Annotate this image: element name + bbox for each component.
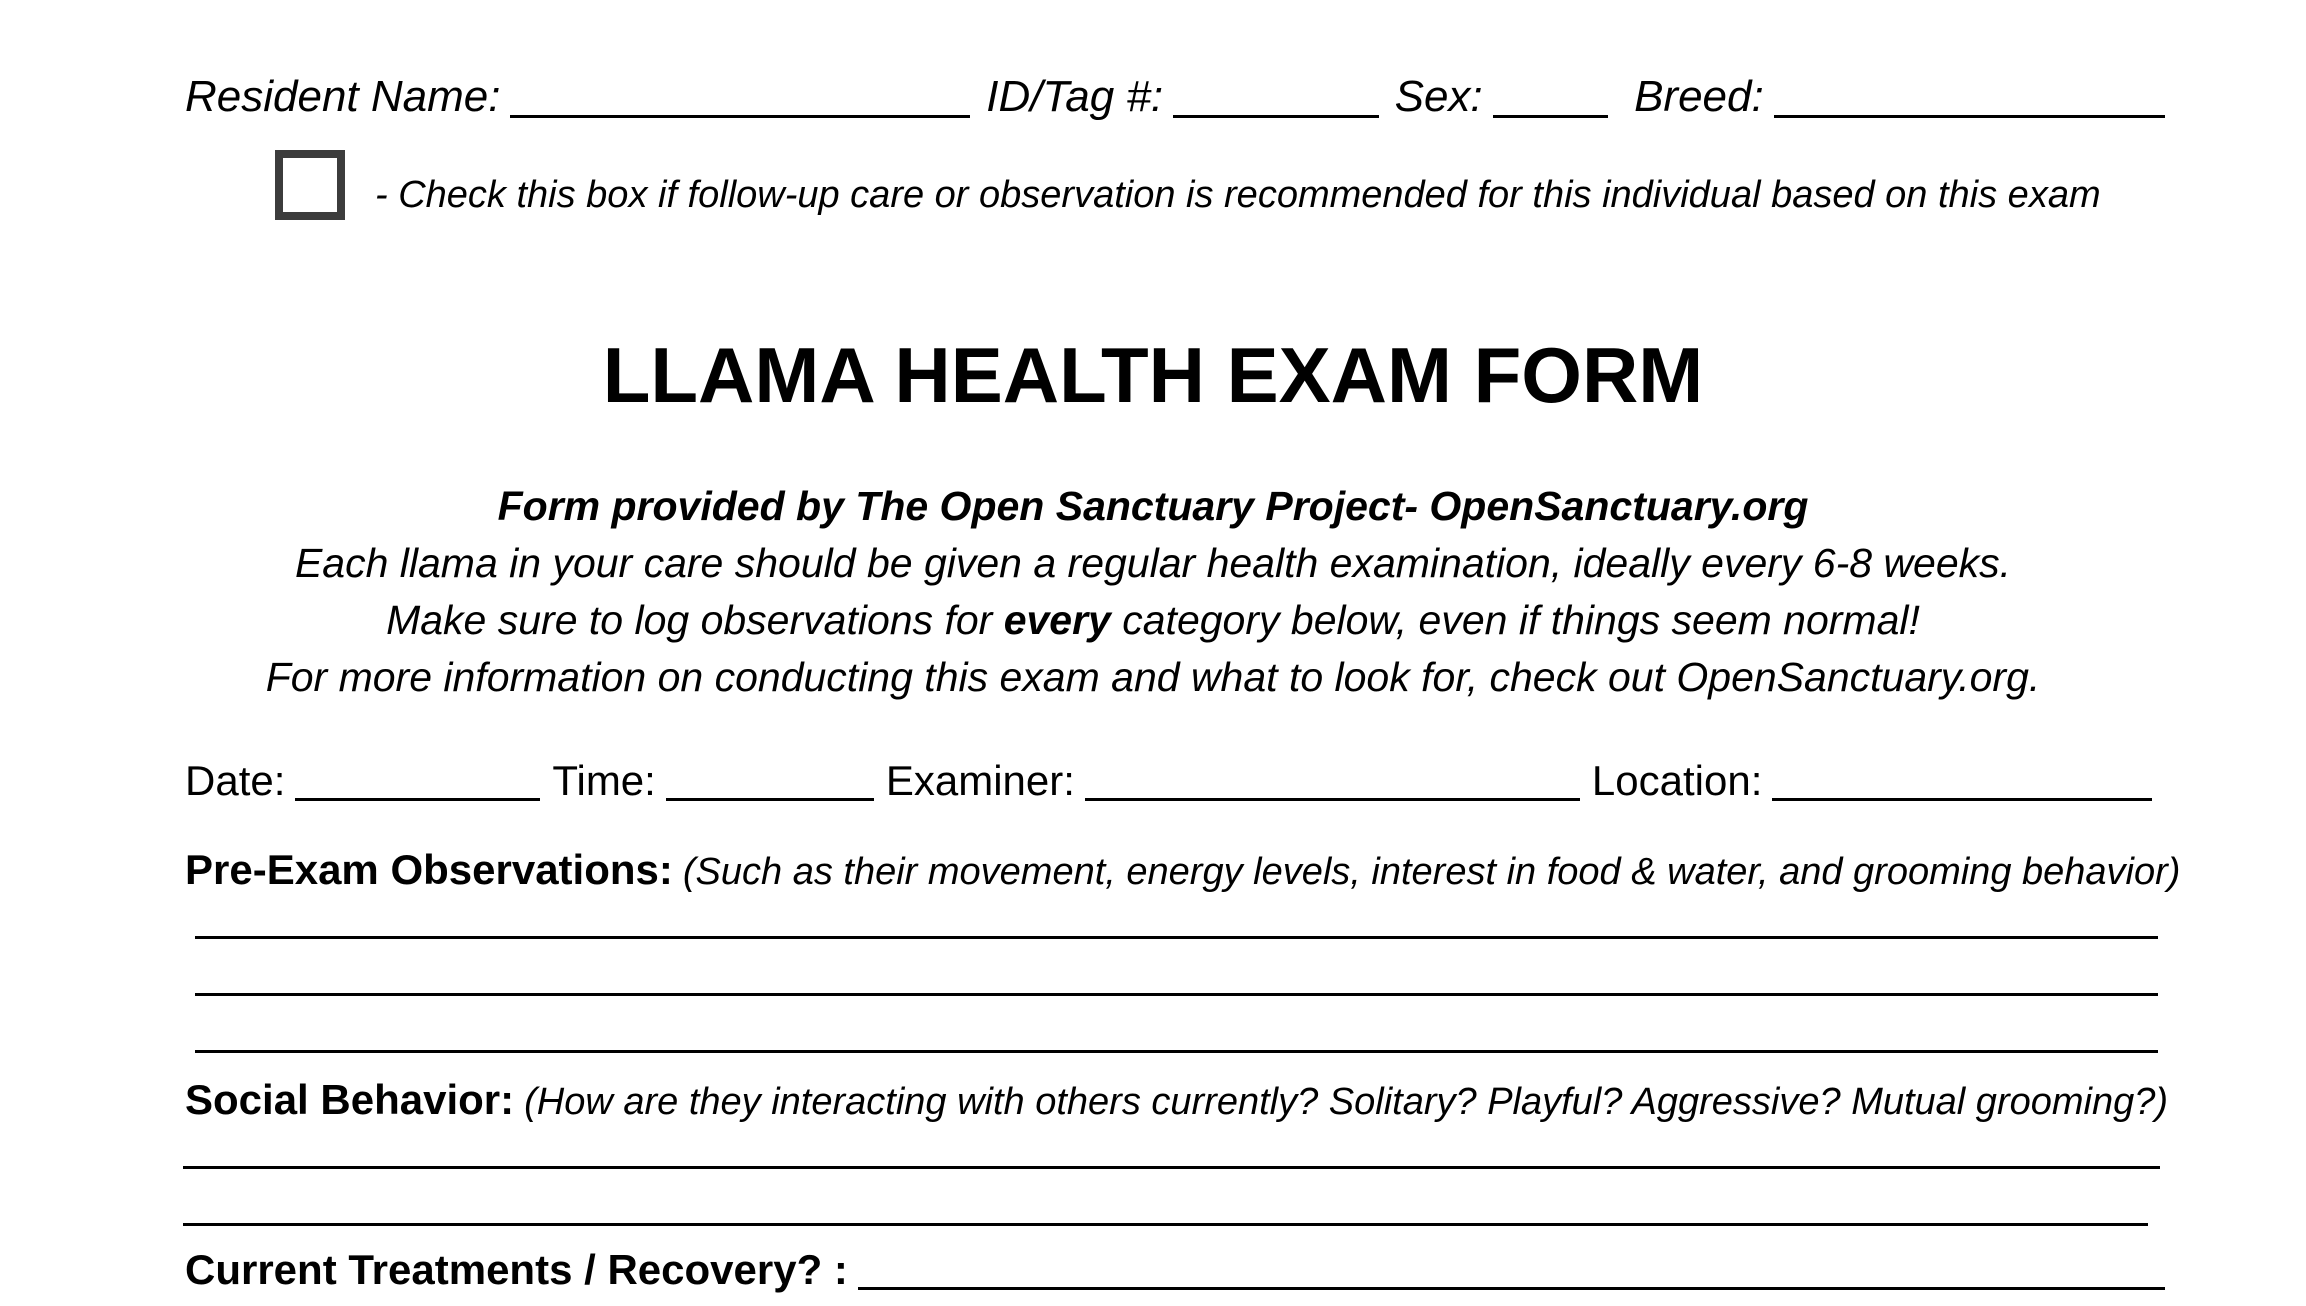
pre-exam-line-1[interactable] bbox=[195, 936, 2158, 939]
exam-info-row bbox=[185, 745, 2165, 805]
follow-up-checkbox-text: - Check this box if follow-up care or observation is recommended for this individual based on this exam bbox=[375, 173, 2101, 216]
treatments-field[interactable] bbox=[858, 1243, 2165, 1290]
social-behavior-line-1[interactable] bbox=[183, 1166, 2160, 1169]
id-tag-field[interactable] bbox=[1173, 71, 1378, 118]
social-behavior-hint: (How are they interacting with others currently? Solitary? Playful? Aggressive? Mutual grooming?) bbox=[524, 1081, 2169, 1123]
examiner-field[interactable] bbox=[1085, 754, 1580, 801]
provided-by-text: Form provided by The Open Sanctuary Project- OpenSanctuary.org bbox=[497, 483, 1809, 529]
page-title: LLAMA HEALTH EXAM FORM bbox=[602, 331, 1704, 419]
breed-field[interactable] bbox=[1774, 71, 2165, 118]
sex-label: Sex: bbox=[1394, 72, 1483, 121]
intro-line-3-before: Make sure to log observations for bbox=[386, 597, 1004, 643]
time-field[interactable] bbox=[666, 754, 874, 801]
pre-exam-hint: (Such as their movement, energy levels, interest in food & water, and grooming behavior) bbox=[682, 851, 2181, 893]
sex-field[interactable] bbox=[1493, 71, 1608, 118]
social-behavior-label: Social Behavior: bbox=[185, 1076, 515, 1123]
pre-exam-heading bbox=[185, 838, 2181, 894]
location-label: Location: bbox=[1591, 757, 1763, 804]
intro-line-3-after: category below, even if things seem normal! bbox=[1110, 597, 1920, 643]
pre-exam-label: Pre-Exam Observations: bbox=[185, 846, 673, 893]
follow-up-row bbox=[185, 145, 2165, 225]
resident-name-field[interactable] bbox=[510, 71, 970, 118]
id-tag-label: ID/Tag #: bbox=[986, 72, 1164, 121]
date-field[interactable] bbox=[295, 754, 540, 801]
pre-exam-line-2[interactable] bbox=[195, 993, 2158, 996]
intro-line-4: For more information on conducting this exam and what to look for, check out OpenSanctuary.org. bbox=[265, 654, 2041, 700]
date-label: Date: bbox=[185, 757, 286, 804]
treatments-label: Current Treatments / Recovery? : bbox=[185, 1246, 848, 1293]
resident-info-row bbox=[185, 62, 2165, 122]
intro-line-2: Each llama in your care should be given a regular health examination, ideally every 6-8 weeks. bbox=[294, 540, 2012, 586]
location-field[interactable] bbox=[1772, 754, 2152, 801]
social-behavior-heading bbox=[185, 1068, 2169, 1124]
pre-exam-line-3[interactable] bbox=[195, 1050, 2158, 1053]
social-behavior-line-2[interactable] bbox=[183, 1223, 2148, 1226]
follow-up-checkbox[interactable] bbox=[275, 150, 345, 220]
resident-name-label: Resident Name: bbox=[185, 72, 501, 121]
time-label: Time: bbox=[552, 757, 656, 804]
intro-line-3 bbox=[0, 597, 2306, 644]
intro-line-3-emphasis: every bbox=[1003, 597, 1111, 643]
treatments-heading bbox=[185, 1238, 2165, 1294]
examiner-label: Examiner: bbox=[885, 757, 1075, 804]
breed-label: Breed: bbox=[1634, 72, 1764, 121]
